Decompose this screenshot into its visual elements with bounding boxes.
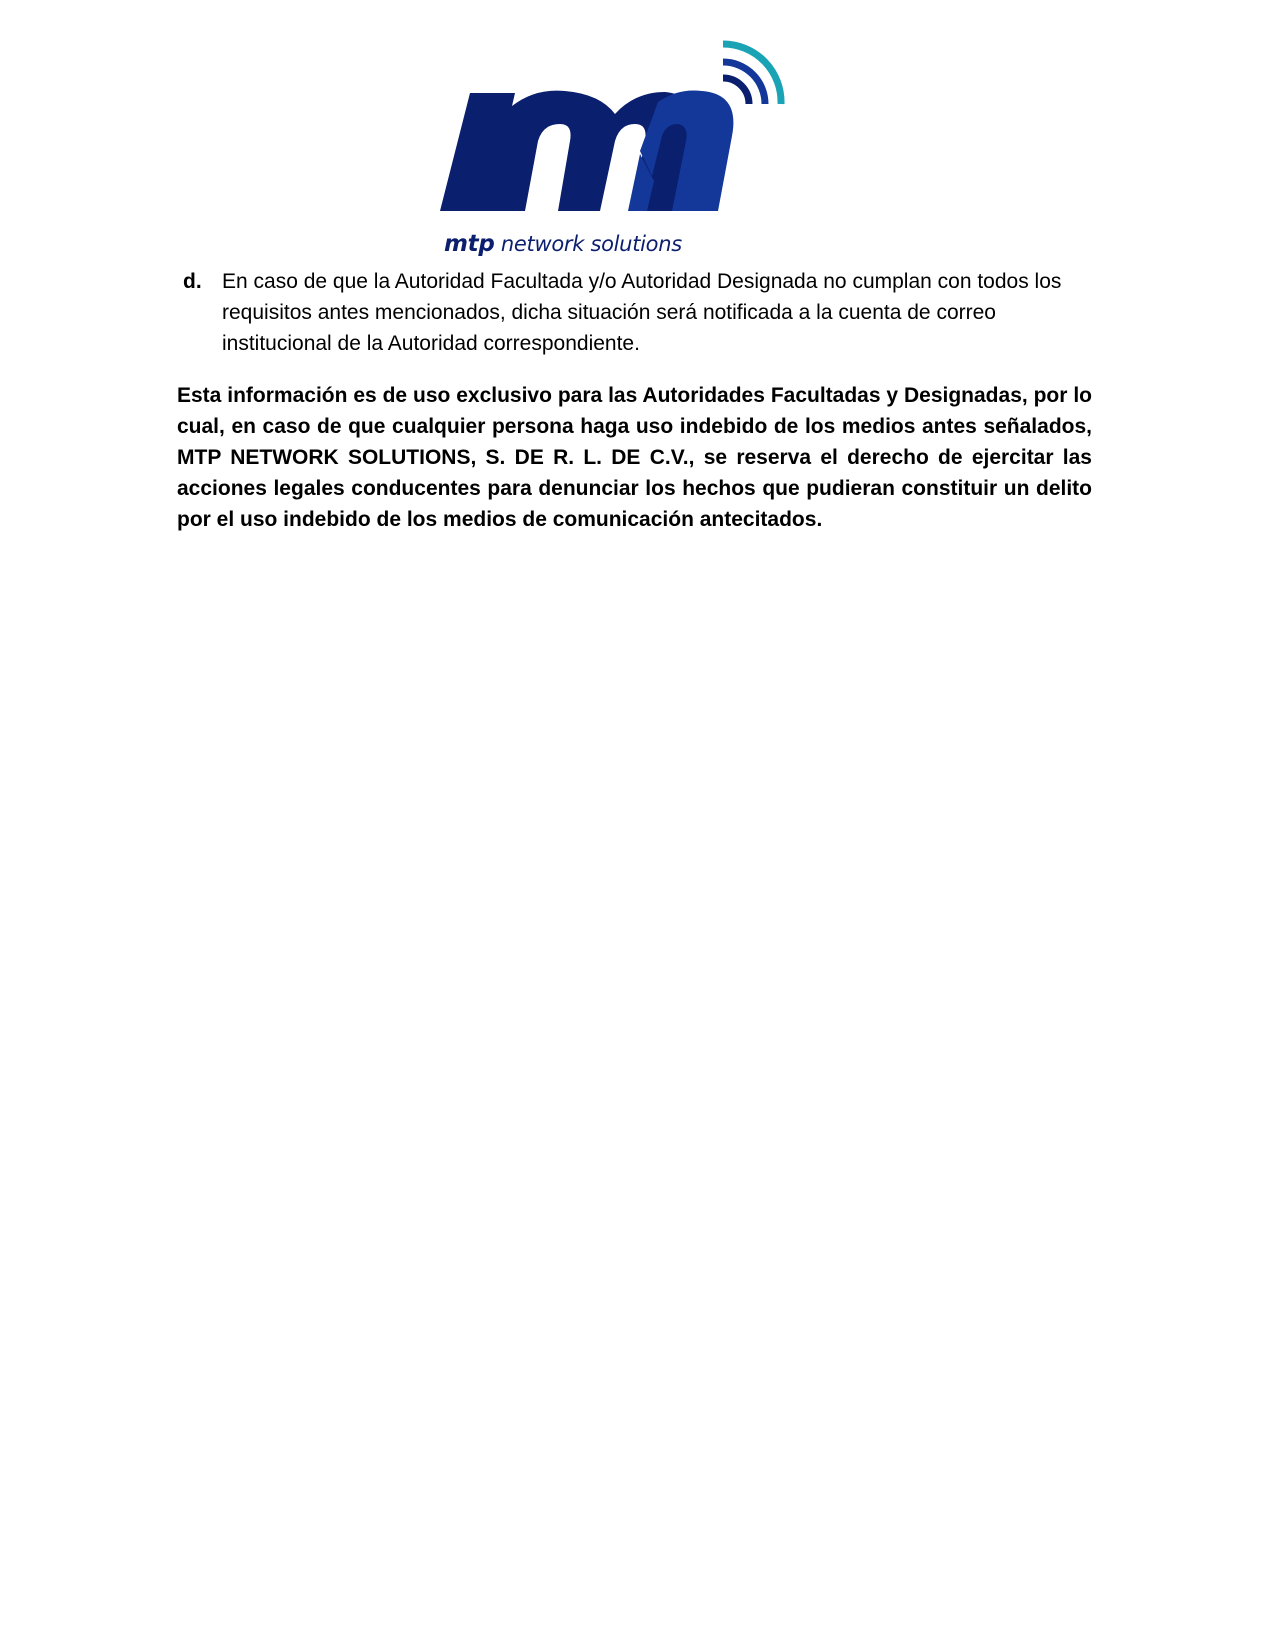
company-logo <box>440 36 820 266</box>
logo-tagline-rest: network solutions <box>494 232 682 256</box>
mn-monogram-icon <box>440 36 820 236</box>
logo-tagline-bold: mtp <box>444 231 495 257</box>
logo-tagline <box>444 231 682 257</box>
legal-notice-paragraph: Esta información es de uso exclusivo para las Autoridades Facultadas y Designadas, por lo cual, en caso de que cualquier persona haga uso indebido de los medios antes señalados, MTP NETWORK SOLUTIONS, S. DE R. L. DE C.V., se reserva el derecho de ejercitar las acciones legales conducentes para denunciar los hechos que pudieran constituir un delito por el uso indebido de los medios de comunicación antecitados. <box>177 384 1092 531</box>
list-item-text: En caso de que la Autoridad Facultada y/o Autoridad Designada no cumplan con todos los requisitos antes mencionados, dicha situación será notificada a la cuenta de correo institucional de la Autoridad correspondiente. <box>222 270 1062 355</box>
list-item-marker: d. <box>183 270 202 293</box>
